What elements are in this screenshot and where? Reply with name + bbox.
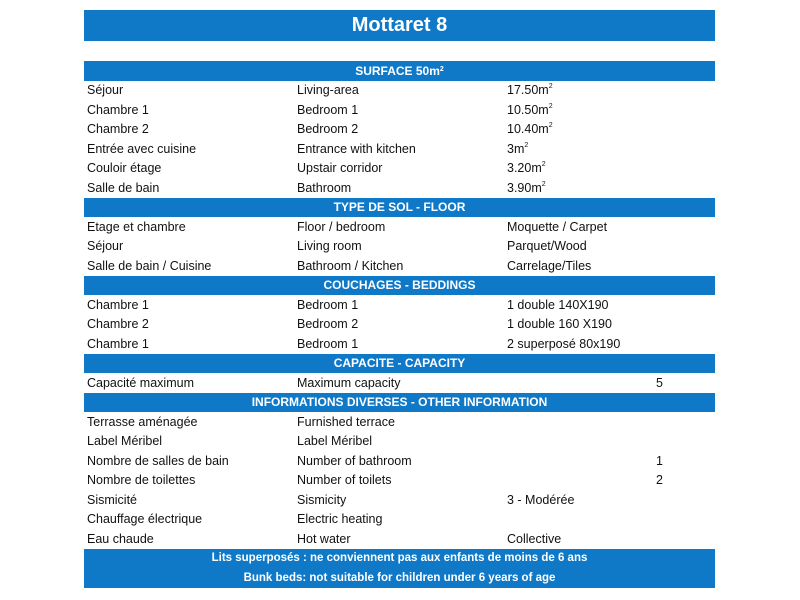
table-row	[84, 451, 715, 471]
label-en: Living room	[297, 239, 362, 254]
label-fr: Chauffage électrique	[87, 512, 203, 527]
number-value: 5	[656, 375, 663, 390]
label-en: Bedroom 1	[297, 297, 359, 312]
surface-header-sup: 2	[439, 66, 444, 74]
table-row	[84, 529, 715, 549]
bunk-bed-notice	[84, 549, 715, 588]
label-fr: Sismicité	[87, 492, 138, 507]
value	[504, 161, 715, 175]
value: 3 - Modérée	[507, 492, 575, 507]
section-header-surface	[84, 61, 715, 81]
label-fr: Séjour	[87, 83, 124, 98]
value: 1 double 160 X190	[507, 317, 612, 332]
label-en: Bathroom	[297, 180, 352, 195]
label-en: Bathroom / Kitchen	[297, 258, 404, 273]
number-value: 1	[656, 453, 663, 468]
table-row	[84, 100, 715, 120]
table-row	[84, 510, 715, 530]
value	[504, 181, 715, 195]
table-row	[84, 334, 715, 354]
label-en: Entrance with kitchen	[297, 141, 416, 156]
property-info-table	[84, 61, 715, 588]
label-en: Number of bathroom	[297, 453, 412, 468]
table-row	[84, 159, 715, 179]
label-en: Hot water	[297, 531, 351, 546]
notice-line-fr: Lits superposés : ne conviennent pas aux enfants de moins de 6 ans	[211, 552, 588, 565]
label-en: Living-area	[297, 83, 359, 98]
label-fr: Chambre 2	[87, 122, 149, 137]
label-fr: Etage et chambre	[87, 219, 186, 234]
table-row	[84, 139, 715, 159]
value	[504, 83, 715, 97]
value-text: 3m	[507, 141, 525, 156]
surface-header-text: SURFACE 50m	[355, 63, 440, 78]
label-en: Upstair corridor	[297, 161, 383, 176]
label-fr: Salle de bain / Cuisine	[87, 258, 212, 273]
label-fr: Capacité maximum	[87, 375, 194, 390]
label-fr: Couloir étage	[87, 161, 162, 176]
label-en: Floor / bedroom	[297, 219, 386, 234]
value: Carrelage/Tiles	[507, 258, 592, 273]
value: Parquet/Wood	[507, 239, 587, 254]
value-text: 3.20m	[507, 161, 542, 176]
notice-line-en: Bunk beds: not suitable for children under 6 years of age	[243, 571, 556, 584]
page-title: Mottaret 8	[84, 10, 715, 41]
label-en: Bedroom 1	[297, 336, 359, 351]
value: 1 double 140X190	[507, 297, 609, 312]
label-en: Electric heating	[297, 512, 383, 527]
label-en: Bedroom 2	[297, 122, 359, 137]
value: 2 superposé 80x190	[507, 336, 621, 351]
table-row	[84, 217, 715, 237]
section-header-other-information: INFORMATIONS DIVERSES - OTHER INFORMATION	[84, 393, 715, 413]
label-fr: Salle de bain	[87, 180, 160, 195]
section-header-capacity: CAPACITE - CAPACITY	[84, 354, 715, 374]
table-row	[84, 471, 715, 491]
label-fr: Nombre de salles de bain	[87, 453, 229, 468]
value-sup: 2	[548, 83, 553, 91]
table-row	[84, 373, 715, 393]
label-fr: Label Méribel	[87, 434, 163, 449]
label-en: Bedroom 2	[297, 317, 359, 332]
label-fr: Nombre de toilettes	[87, 473, 196, 488]
label-fr: Chambre 1	[87, 336, 149, 351]
value	[504, 142, 715, 156]
value-sup: 2	[524, 141, 529, 149]
label-en: Sismicity	[297, 492, 347, 507]
value	[504, 122, 715, 136]
table-row	[84, 490, 715, 510]
table-row	[84, 295, 715, 315]
value-sup: 2	[548, 102, 553, 110]
label-fr: Chambre 1	[87, 102, 149, 117]
value-text: 10.50m	[507, 102, 549, 117]
table-row	[84, 432, 715, 452]
table-row	[84, 412, 715, 432]
label-en: Bedroom 1	[297, 102, 359, 117]
value: Moquette / Carpet	[507, 219, 608, 234]
label-fr: Séjour	[87, 239, 124, 254]
section-header-floor: TYPE DE SOL - FLOOR	[84, 198, 715, 218]
table-row	[84, 178, 715, 198]
value	[504, 103, 715, 117]
section-header-beddings: COUCHAGES - BEDDINGS	[84, 276, 715, 296]
label-fr: Terrasse aménagée	[87, 414, 198, 429]
label-en: Furnished terrace	[297, 414, 395, 429]
label-en: Maximum capacity	[297, 375, 401, 390]
table-row	[84, 81, 715, 101]
label-en: Number of toilets	[297, 473, 392, 488]
label-fr: Chambre 2	[87, 317, 149, 332]
table-row	[84, 256, 715, 276]
value-sup: 2	[548, 122, 553, 130]
value-sup: 2	[541, 180, 546, 188]
value-text: 3.90m	[507, 180, 542, 195]
label-en: Label Méribel	[297, 434, 373, 449]
table-row	[84, 237, 715, 257]
value-text: 17.50m	[507, 83, 549, 98]
label-fr: Entrée avec cuisine	[87, 141, 197, 156]
value-sup: 2	[541, 161, 546, 169]
label-fr: Eau chaude	[87, 531, 154, 546]
value-text: 10.40m	[507, 122, 549, 137]
table-row	[84, 315, 715, 335]
value: Collective	[507, 531, 562, 546]
label-fr: Chambre 1	[87, 297, 149, 312]
table-row	[84, 120, 715, 140]
number-value: 2	[656, 473, 663, 488]
